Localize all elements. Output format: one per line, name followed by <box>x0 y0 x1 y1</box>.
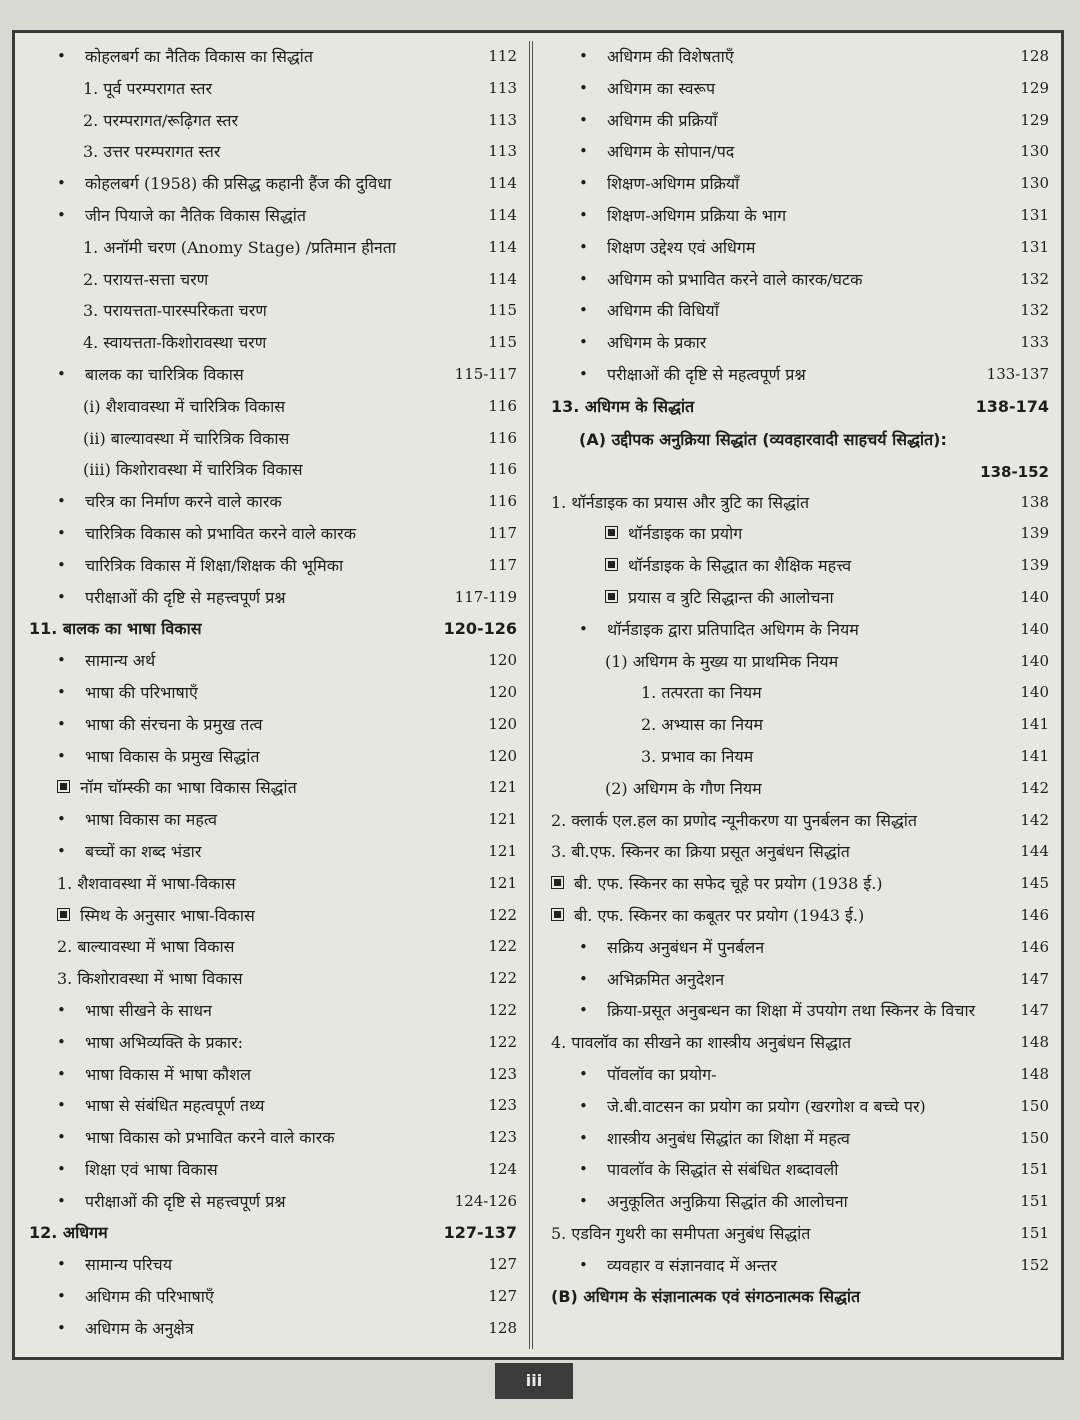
toc-entry <box>541 964 1059 996</box>
bullet-icon: • <box>579 174 588 193</box>
toc-entry-page: 150 <box>1020 1096 1049 1115</box>
column-divider <box>529 41 533 1349</box>
toc-entry <box>541 868 1059 900</box>
square-bullet-icon <box>605 590 618 603</box>
bullet-icon: • <box>57 1159 66 1178</box>
toc-entry-page: 120-126 <box>443 619 517 639</box>
toc-entry <box>541 487 1059 519</box>
toc-entry-title: अधिगम के प्रकार <box>607 333 707 353</box>
toc-entry-page: 116 <box>488 428 517 447</box>
toc-entry <box>541 168 1059 200</box>
bullet-icon: • <box>57 1287 66 1306</box>
toc-entry-page: 148 <box>1020 1033 1049 1052</box>
toc-entry-page: 130 <box>1020 142 1049 161</box>
toc-entry-page: 128 <box>488 1318 517 1337</box>
toc-entry-title: चरित्र का निर्माण करने वाले कारक <box>85 492 282 512</box>
toc-entry-title: 3. किशोरावस्था में भाषा विकास <box>57 969 243 989</box>
square-bullet-icon <box>605 526 618 539</box>
toc-entry <box>541 1250 1059 1282</box>
toc-entry-title: भाषा विकास को प्रभावित करने वाले कारक <box>85 1128 335 1148</box>
bullet-icon: • <box>579 619 588 638</box>
toc-entry-title: अधिगम का स्वरूप <box>607 78 716 98</box>
toc-entry <box>19 486 527 518</box>
toc-entry <box>541 741 1059 773</box>
toc-entry <box>19 963 527 995</box>
toc-entry-title: थॉर्नडाइक के सिद्धात का शैक्षिक महत्त्व <box>605 550 851 582</box>
bullet-icon: • <box>57 555 66 574</box>
bullet-icon: • <box>579 333 588 352</box>
bullet-icon: • <box>579 1192 588 1211</box>
toc-entry-title: 4. स्वायत्तता-किशोरावस्था चरण <box>83 333 267 353</box>
toc-entry <box>541 1027 1059 1059</box>
toc-entry <box>541 709 1059 741</box>
toc-entry-page: 138-174 <box>975 396 1049 416</box>
toc-entry <box>541 646 1059 678</box>
toc-entry-title: कोहलबर्ग का नैतिक विकास का सिद्धांत <box>85 47 313 66</box>
toc-entry-page: 122 <box>488 1032 517 1051</box>
bullet-icon: • <box>57 1255 66 1274</box>
bullet-icon: • <box>57 523 66 542</box>
toc-entry-title: अभिक्रमित अनुदेशन <box>607 969 725 989</box>
toc-entry-page: 146 <box>1020 937 1049 956</box>
toc-page <box>12 30 1064 1360</box>
toc-entry-page: 140 <box>1020 683 1049 702</box>
toc-entry <box>19 73 527 105</box>
toc-entry-page: 120 <box>488 682 517 701</box>
toc-entry-page: 121 <box>488 778 517 797</box>
bullet-icon: • <box>57 682 66 701</box>
toc-entry-title: भाषा की संरचना के प्रमुख तत्व <box>85 714 263 734</box>
toc-entry-title: 1. तत्परता का नियम <box>641 683 762 703</box>
bullet-icon: • <box>579 1160 588 1179</box>
toc-entry-page: 122 <box>488 937 517 956</box>
toc-entry-page: 116 <box>488 460 517 479</box>
toc-entry-title: पॉवलॉव का प्रयोग- <box>607 1064 717 1084</box>
bullet-icon: • <box>579 364 588 383</box>
toc-entry <box>541 264 1059 296</box>
toc-entry-title: थॉर्नडाइक का प्रयोग <box>605 518 742 550</box>
toc-entry-title: अधिगम की प्रक्रियाँ <box>607 110 718 130</box>
toc-entry-page: 146 <box>1020 905 1049 924</box>
toc-entry <box>541 232 1059 264</box>
toc-entry-page: 150 <box>1020 1128 1049 1147</box>
toc-entry <box>541 1123 1059 1155</box>
toc-entry <box>541 1059 1059 1091</box>
bullet-icon: • <box>57 174 66 193</box>
bullet-icon: • <box>579 110 588 129</box>
toc-entry-title: क्रिया-प्रसूत अनुबन्धन का शिक्षा में उपयोग तथा स्किनर के विचार <box>607 1001 976 1021</box>
toc-entry <box>19 136 527 168</box>
bullet-icon: • <box>57 1064 66 1083</box>
toc-entry-title: बालक का चारित्रिक विकास <box>85 364 244 384</box>
toc-entry-title: (1) अधिगम के मुख्य या प्राथमिक नियम <box>605 651 839 671</box>
toc-entry <box>541 1186 1059 1218</box>
toc-entry <box>19 804 527 836</box>
toc-entry-title: शिक्षण-अधिगम प्रक्रियाँ <box>607 174 740 194</box>
toc-entry <box>19 677 527 709</box>
toc-entry-title: अनुकूलित अनुक्रिया सिद्धांत की आलोचना <box>607 1192 848 1212</box>
toc-entry-page: 114 <box>488 237 517 256</box>
toc-entry-page: 120 <box>488 746 517 765</box>
toc-entry <box>19 41 527 73</box>
toc-entry-title: 3. प्रभाव का नियम <box>641 746 754 766</box>
toc-entry <box>19 550 527 582</box>
bullet-icon: • <box>57 205 66 224</box>
toc-entry-title: 2. अभ्यास का नियम <box>641 715 763 735</box>
toc-entry <box>541 105 1059 137</box>
toc-entry <box>541 1154 1059 1186</box>
toc-entry-title: (2) अधिगम के गौण नियम <box>605 778 762 798</box>
toc-entry <box>541 805 1059 837</box>
toc-entry-title: अधिगम की विधियाँ <box>607 301 719 321</box>
toc-chapter-heading <box>541 1281 1059 1313</box>
toc-entry-page: 148 <box>1020 1064 1049 1083</box>
toc-entry-page: 140 <box>1020 619 1049 638</box>
bullet-icon: • <box>579 1001 588 1020</box>
toc-entry <box>19 295 527 327</box>
toc-entry-title: भाषा की परिभाषाएँ <box>85 682 198 702</box>
toc-entry-title: चारित्रिक विकास में शिक्षा/शिक्षक की भूमिका <box>85 555 344 575</box>
toc-entry-page: 152 <box>1020 1255 1049 1274</box>
toc-entry-page: 113 <box>488 142 517 161</box>
toc-entry-title: अधिगम की विशेषताएँ <box>607 47 734 66</box>
toc-right-column <box>541 41 1059 1349</box>
toc-entry <box>19 1249 527 1281</box>
toc-entry-title: 3. परायत्तता-पारस्परिकता चरण <box>83 301 267 321</box>
toc-entry <box>19 232 527 264</box>
toc-entry-page: 127 <box>488 1287 517 1306</box>
toc-chapter-heading <box>19 1217 527 1249</box>
toc-entry <box>541 677 1059 709</box>
toc-entry-title: 11. बालक का भाषा विकास <box>29 619 202 639</box>
toc-entry-page: 116 <box>488 492 517 511</box>
toc-entry-page: 151 <box>1020 1160 1049 1179</box>
toc-entry <box>541 836 1059 868</box>
bullet-icon: • <box>579 47 588 65</box>
bullet-icon: • <box>57 651 66 670</box>
bullet-icon: • <box>57 587 66 606</box>
bullet-icon: • <box>579 1255 588 1274</box>
bullet-icon: • <box>579 1128 588 1147</box>
toc-entry-title: बी. एफ. स्किनर का सफेद चूहे पर प्रयोग (1938 ई.) <box>551 868 883 900</box>
toc-entry <box>19 1186 527 1218</box>
toc-entry-title: (A) उद्दीपक अनुक्रिया सिद्धांत (व्यवहारवादी साहचर्य सिद्धांत): <box>579 429 947 449</box>
toc-entry <box>19 200 527 232</box>
toc-entry-page: 127-137 <box>443 1223 517 1243</box>
bullet-icon: • <box>57 492 66 511</box>
toc-entry-title: भाषा विकास में भाषा कौशल <box>85 1064 251 1084</box>
toc-entry <box>19 518 527 550</box>
toc-entry <box>541 1218 1059 1250</box>
toc-entry-page: 123 <box>488 1128 517 1147</box>
toc-entry-page: 120 <box>488 714 517 733</box>
toc-entry-page: 124-126 <box>454 1191 517 1210</box>
toc-entry-page: 127 <box>488 1255 517 1274</box>
bullet-icon: • <box>579 937 588 956</box>
toc-entry-title: परीक्षाओं की दृष्टि से महत्वपूर्ण प्रश्न <box>607 364 806 384</box>
toc-entry-page: 129 <box>1020 110 1049 129</box>
toc-entry-title: सामान्य अर्थ <box>85 651 156 671</box>
toc-entry-title: (i) शैशवावस्था में चारित्रिक विकास <box>83 396 286 416</box>
toc-chapter-heading <box>19 613 527 645</box>
toc-entry-title: शिक्षा एवं भाषा विकास <box>85 1159 218 1179</box>
toc-entry <box>19 359 527 391</box>
toc-entry <box>541 773 1059 805</box>
toc-entry-title: बच्चों का शब्द भंडार <box>85 841 202 861</box>
toc-entry-title: बी. एफ. स्किनर का कबूतर पर प्रयोग (1943 ई.) <box>551 900 864 932</box>
toc-entry-title: पावलॉव के सिद्धांत से संबंधित शब्दावली <box>607 1160 839 1180</box>
toc-entry <box>541 614 1059 646</box>
toc-entry-page: 115 <box>488 301 517 320</box>
toc-entry-title: प्रयास व त्रुटि सिद्धान्त की आलोचना <box>605 582 834 614</box>
toc-entry-page: 124 <box>488 1159 517 1178</box>
toc-entry-page: 142 <box>1020 810 1049 829</box>
bullet-icon: • <box>57 1191 66 1210</box>
toc-entry <box>19 582 527 614</box>
toc-entry <box>19 645 527 677</box>
toc-entry-title: कोहलबर्ग (1958) की प्रसिद्ध कहानी हैंज की दुविधा <box>85 174 392 194</box>
toc-entry <box>541 900 1059 932</box>
toc-entry <box>541 327 1059 359</box>
bullet-icon: • <box>579 237 588 256</box>
toc-entry <box>541 73 1059 105</box>
toc-entry-title: व्यवहार व संज्ञानवाद में अन्तर <box>607 1255 778 1275</box>
bullet-icon: • <box>57 841 66 860</box>
toc-entry <box>541 423 1059 487</box>
toc-entry <box>541 550 1059 582</box>
toc-entry-page: 141 <box>1020 715 1049 734</box>
bullet-icon: • <box>57 714 66 733</box>
toc-entry-title: शिक्षण-अधिगम प्रक्रिया के भाग <box>607 205 787 225</box>
bullet-icon: • <box>579 301 588 320</box>
toc-entry <box>19 709 527 741</box>
toc-entry-title: नॉम चॉम्स्की का भाषा विकास सिद्धांत <box>57 772 297 804</box>
toc-entry <box>19 1090 527 1122</box>
toc-entry-page: 122 <box>488 969 517 988</box>
toc-entry <box>19 1059 527 1091</box>
toc-entry <box>19 1122 527 1154</box>
bullet-icon: • <box>57 1096 66 1115</box>
square-bullet-icon <box>551 876 564 889</box>
toc-entry-title: (ii) बाल्यावस्था में चारित्रिक विकास <box>83 428 290 448</box>
toc-entry-title: भाषा अभिव्यक्ति के प्रकार: <box>85 1032 244 1052</box>
toc-entry-title: थॉर्नडाइक द्वारा प्रतिपादित अधिगम के नियम <box>607 619 859 639</box>
toc-entry <box>19 1154 527 1186</box>
toc-entry <box>541 932 1059 964</box>
toc-entry <box>19 931 527 963</box>
toc-entry <box>19 836 527 868</box>
toc-entry-page: 130 <box>1020 174 1049 193</box>
toc-entry <box>19 391 527 423</box>
square-bullet-icon <box>605 558 618 571</box>
toc-entry-title: 1. पूर्व परम्परागत स्तर <box>83 78 213 98</box>
toc-entry <box>541 582 1059 614</box>
toc-entry-page: 117 <box>488 555 517 574</box>
toc-entry-title: अधिगम के अनुक्षेत्र <box>85 1318 194 1338</box>
toc-entry-title: सामान्य परिचय <box>85 1255 172 1275</box>
toc-entry <box>19 1027 527 1059</box>
toc-entry-page: 113 <box>488 110 517 129</box>
toc-entry-page: 122 <box>488 905 517 924</box>
toc-entry-title: स्मिथ के अनुसार भाषा-विकास <box>57 900 255 932</box>
toc-entry-page: 117 <box>488 523 517 542</box>
bullet-icon: • <box>579 1096 588 1115</box>
bullet-icon: • <box>57 1032 66 1051</box>
toc-entry <box>541 200 1059 232</box>
toc-entry-title: 12. अधिगम <box>29 1223 108 1243</box>
bullet-icon: • <box>579 269 588 288</box>
toc-entry-title: भाषा विकास के प्रमुख सिद्धांत <box>85 746 260 766</box>
toc-entry-title: जे.बी.वाटसन का प्रयोग का प्रयोग (खरगोश व बच्चे पर) <box>607 1096 926 1116</box>
toc-entry-title: 2. परम्परागत/रूढ़िगत स्तर <box>83 110 239 130</box>
toc-entry-title: भाषा विकास का महत्व <box>85 810 217 830</box>
toc-entry <box>19 772 527 804</box>
toc-entry-page: 147 <box>1020 1001 1049 1020</box>
toc-entry <box>541 518 1059 550</box>
toc-entry-page: 140 <box>1020 651 1049 670</box>
toc-entry-page: 151 <box>1020 1223 1049 1242</box>
bullet-icon: • <box>579 969 588 988</box>
toc-entry <box>19 264 527 296</box>
toc-chapter-heading <box>541 391 1059 423</box>
square-bullet-icon <box>551 908 564 921</box>
toc-entry-title: शास्त्रीय अनुबंध सिद्धांत का शिक्षा में महत्व <box>607 1128 850 1148</box>
toc-entry-title: सक्रिय अनुबंधन में पुनर्बलन <box>607 937 765 957</box>
toc-entry-page: 147 <box>1020 969 1049 988</box>
toc-entry-page: 151 <box>1020 1192 1049 1211</box>
toc-entry-title: 13. अधिगम के सिद्धांत <box>551 396 695 416</box>
toc-entry-page: 113 <box>488 78 517 97</box>
toc-entry <box>541 41 1059 73</box>
toc-entry-page: 115 <box>488 333 517 352</box>
toc-entry-title: 1. अनॉमी चरण (Anomy Stage) /प्रतिमान हीनता <box>83 237 396 257</box>
toc-entry-title: चारित्रिक विकास को प्रभावित करने वाले कारक <box>85 523 357 543</box>
toc-entry-title: परीक्षाओं की दृष्टि से महत्त्वपूर्ण प्रश्न <box>85 1191 286 1211</box>
toc-entry-page: 133 <box>1020 333 1049 352</box>
toc-entry-title: जीन पियाजे का नैतिक विकास सिद्धांत <box>85 205 307 225</box>
toc-entry <box>541 295 1059 327</box>
bullet-icon: • <box>57 1000 66 1019</box>
toc-entry-title: 4. पावलॉव का सीखने का शास्त्रीय अनुबंधन सिद्धात <box>551 1033 852 1053</box>
toc-entry-page: 114 <box>488 269 517 288</box>
toc-entry-page: 121 <box>488 810 517 829</box>
toc-entry-title: भाषा से संबंधित महत्वपूर्ण तथ्य <box>85 1096 265 1116</box>
toc-entry <box>19 423 527 455</box>
toc-entry <box>19 105 527 137</box>
toc-entry-page: 116 <box>488 396 517 415</box>
toc-entry-page: 115-117 <box>454 364 517 383</box>
toc-entry-page: 138 <box>1020 492 1049 511</box>
toc-entry-page: 122 <box>488 1000 517 1019</box>
square-bullet-icon <box>57 780 70 793</box>
toc-entry-title: 3. बी.एफ. स्किनर का क्रिया प्रसूत अनुबंधन सिद्धांत <box>551 842 850 862</box>
toc-entry-title: भाषा सीखने के साधन <box>85 1000 212 1020</box>
bullet-icon: • <box>579 1064 588 1083</box>
toc-entry-page: 132 <box>1020 269 1049 288</box>
toc-entry-page: 112 <box>488 47 517 65</box>
toc-entry-page: 141 <box>1020 746 1049 765</box>
toc-entry <box>19 995 527 1027</box>
bullet-icon: • <box>57 1128 66 1147</box>
bullet-icon: • <box>57 364 66 383</box>
toc-entry <box>19 741 527 773</box>
toc-entry-page: 129 <box>1020 78 1049 97</box>
toc-entry-title: अधिगम को प्रभावित करने वाले कारक/घटक <box>607 269 863 289</box>
toc-entry-page: 121 <box>488 841 517 860</box>
toc-entry <box>19 168 527 200</box>
toc-entry <box>19 868 527 900</box>
bullet-icon: • <box>579 142 588 161</box>
toc-entry-page: 145 <box>1020 874 1049 893</box>
toc-entry <box>541 136 1059 168</box>
toc-entry <box>19 327 527 359</box>
toc-entry-page: 139 <box>1020 556 1049 575</box>
bullet-icon: • <box>57 1318 66 1337</box>
toc-entry-title: 1. थॉर्नडाइक का प्रयास और त्रुटि का सिद्धांत <box>551 492 810 512</box>
toc-entry-page: 144 <box>1020 842 1049 861</box>
bullet-icon: • <box>57 47 66 65</box>
bullet-icon: • <box>57 746 66 765</box>
toc-entry-title: (iii) किशोरावस्था में चारित्रिक विकास <box>83 460 303 480</box>
toc-entry-title: अधिगम के सोपान/पद <box>607 142 735 162</box>
toc-entry-page: 131 <box>1020 237 1049 256</box>
toc-entry-title: अधिगम की परिभाषाएँ <box>85 1287 214 1307</box>
toc-entry-title: परीक्षाओं की दृष्टि से महत्त्वपूर्ण प्रश्न <box>85 587 286 607</box>
toc-entry-title: 2. बाल्यावस्था में भाषा विकास <box>57 937 235 957</box>
toc-entry <box>541 1091 1059 1123</box>
toc-entry-page: 139 <box>1020 524 1049 543</box>
toc-entry-page: 121 <box>488 873 517 892</box>
toc-entry-page: 114 <box>488 174 517 193</box>
bullet-icon: • <box>579 205 588 224</box>
square-bullet-icon <box>57 908 70 921</box>
toc-entry-page: 140 <box>1020 587 1049 606</box>
toc-entry-title: (B) अधिगम के संज्ञानात्मक एवं संगठनात्मक सिद्धांत <box>551 1287 861 1307</box>
toc-entry-title: 2. परायत्त-सत्ता चरण <box>83 269 209 289</box>
toc-entry-title: 2. क्लार्क एल.हल का प्रणोद न्यूनीकरण या पुनर्बलन का सिद्धांत <box>551 810 918 830</box>
toc-entry-page: 128 <box>1020 47 1049 65</box>
toc-entry-title: शिक्षण उद्देश्य एवं अधिगम <box>607 237 756 257</box>
toc-entry-page: 131 <box>1020 205 1049 224</box>
toc-entry-page: 117-119 <box>454 587 517 606</box>
toc-entry-page: 132 <box>1020 301 1049 320</box>
toc-entry-page: 142 <box>1020 778 1049 797</box>
toc-entry-title: 5. एडविन गुथरी का समीपता अनुबंध सिद्धांत <box>551 1223 811 1243</box>
toc-entry-page: 123 <box>488 1096 517 1115</box>
toc-entry <box>19 454 527 486</box>
toc-entry <box>541 995 1059 1027</box>
bullet-icon: • <box>579 78 588 97</box>
toc-entry-page: 133-137 <box>986 364 1049 383</box>
toc-entry-page: 123 <box>488 1064 517 1083</box>
page-number: iii <box>495 1363 573 1399</box>
toc-entry <box>19 900 527 932</box>
toc-entry-page: 138-152 <box>980 462 1049 481</box>
toc-entry-page: 114 <box>488 205 517 224</box>
toc-left-column <box>19 41 527 1349</box>
toc-entry-title: 3. उत्तर परम्परागत स्तर <box>83 142 221 162</box>
toc-entry <box>541 359 1059 391</box>
toc-entry-page: 120 <box>488 651 517 670</box>
toc-entry <box>19 1313 527 1345</box>
bullet-icon: • <box>57 810 66 829</box>
toc-entry-title: 1. शैशवावस्था में भाषा-विकास <box>57 873 236 893</box>
toc-entry <box>19 1281 527 1313</box>
